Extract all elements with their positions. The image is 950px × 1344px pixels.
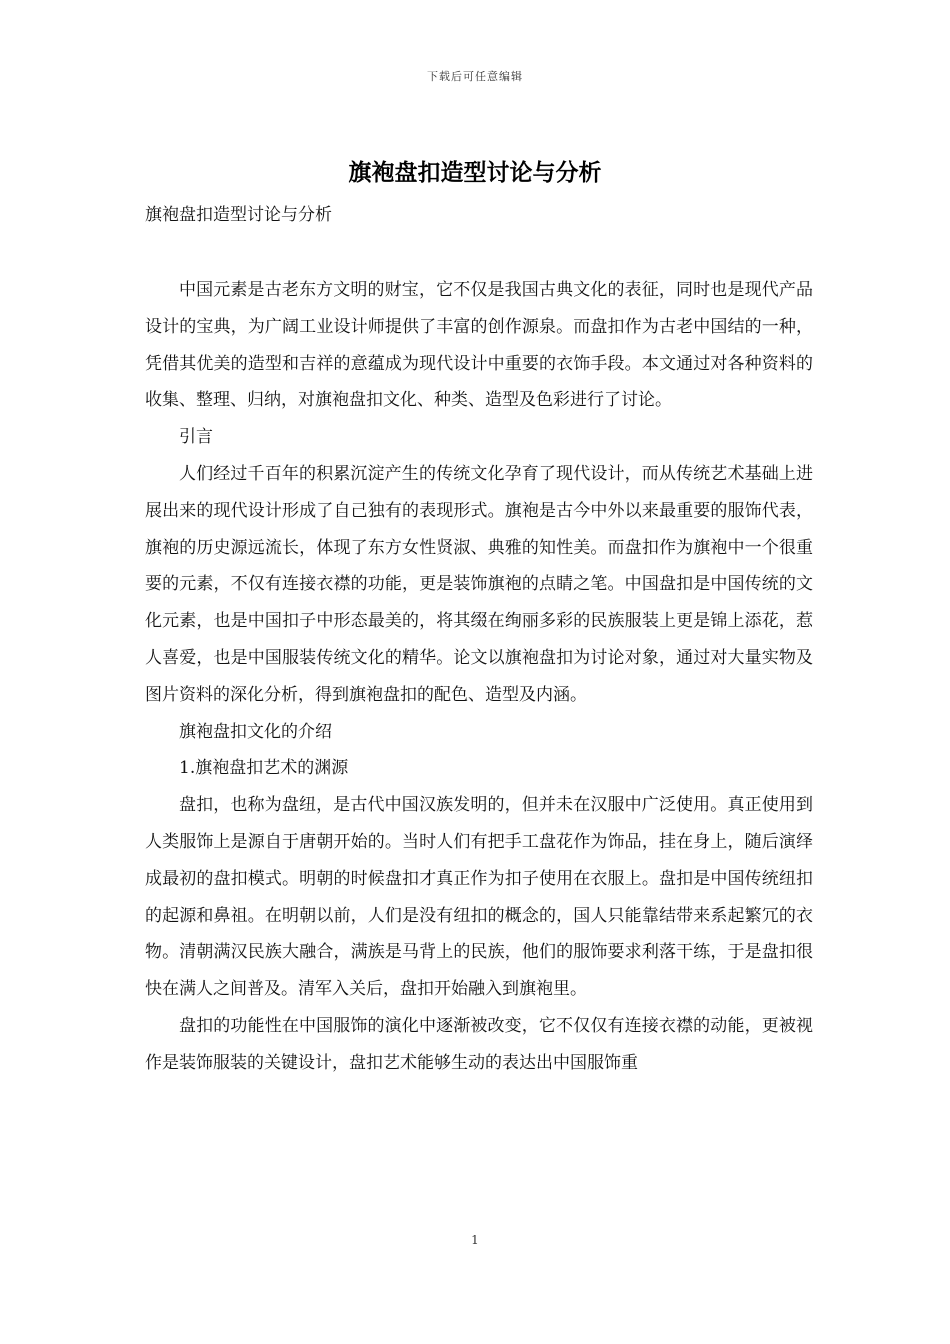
paragraph-abstract: 中国元素是古老东方文明的财宝，它不仅是我国古典文化的表征，同时也是现代产品设计的宝典，为广阔工业设计师提供了丰富的创作源泉。而盘扣作为古老中国结的一种，凭借其优美的造型和吉祥的意蕴成为现代设计中重要的衣饰手段。本文通过对各种资料的收集、整理、归纳，对旗袍盘扣文化、种类、造型及色彩进行了讨论。 [145, 280, 813, 411]
heading-introduction: 引言 [179, 427, 213, 448]
page-header-note: 下载后可任意编辑 [427, 70, 523, 83]
paragraph-introduction: 人们经过千百年的积累沉淀产生的传统文化孕育了现代设计，而从传统艺术基础上进展出来的现代设计形成了自己独有的表现形式。旗袍是古今中外以来最重要的服饰代表，旗袍的历史源远流长，体现了东方女性贤淑、典雅的知性美。而盘扣作为旗袍中一个很重要的元素，不仅有连接衣襟的功能，更是装饰旗袍的点睛之笔。中国盘扣是中国传统的文化元素，也是中国扣子中形态最美的，将其缀在绚丽多彩的民族服装上更是锦上添花，惹人喜爱，也是中国服装传统文化的精华。论文以旗袍盘扣为讨论对象，通过对大量实物及图片资料的深化分析，得到旗袍盘扣的配色、造型及内涵。 [145, 463, 813, 705]
document-title: 旗袍盘扣造型讨论与分析 [348, 159, 602, 186]
page-number: 1 [471, 1233, 479, 1247]
paragraph-function: 盘扣的功能性在中国服饰的演化中逐渐被改变，它不仅仅有连接衣襟的动能，更被视作是装饰服装的关键设计，盘扣艺术能够生动的表达出中国服饰重 [145, 1015, 813, 1073]
paragraph-origin: 盘扣，也称为盘纽，是古代中国汉族发明的，但并未在汉服中广泛使用。真正使用到人类服饰上是源自于唐朝开始的。当时人们有把手工盘花作为饰品，挂在身上，随后演绎成最初的盘扣模式。明朝的时候盘扣才真正作为扣子使用在衣服上。盘扣是中国传统纽扣的起源和鼻祖。在明朝以前，人们是没有纽扣的概念的，国人只能靠结带来系起繁冗的衣物。清朝满汉民族大融合，满族是马背上的民族，他们的服饰要求利落干练，于是盘扣很快在满人之间普及。清军入关后，盘扣开始融入到旗袍里。 [145, 795, 813, 1000]
heading-culture-intro: 旗袍盘扣文化的介绍 [179, 721, 332, 742]
document-body [145, 272, 813, 1082]
document-subtitle: 旗袍盘扣造型讨论与分析 [145, 205, 332, 225]
heading-origin: 1.旗袍盘扣艺术的渊源 [179, 758, 349, 779]
